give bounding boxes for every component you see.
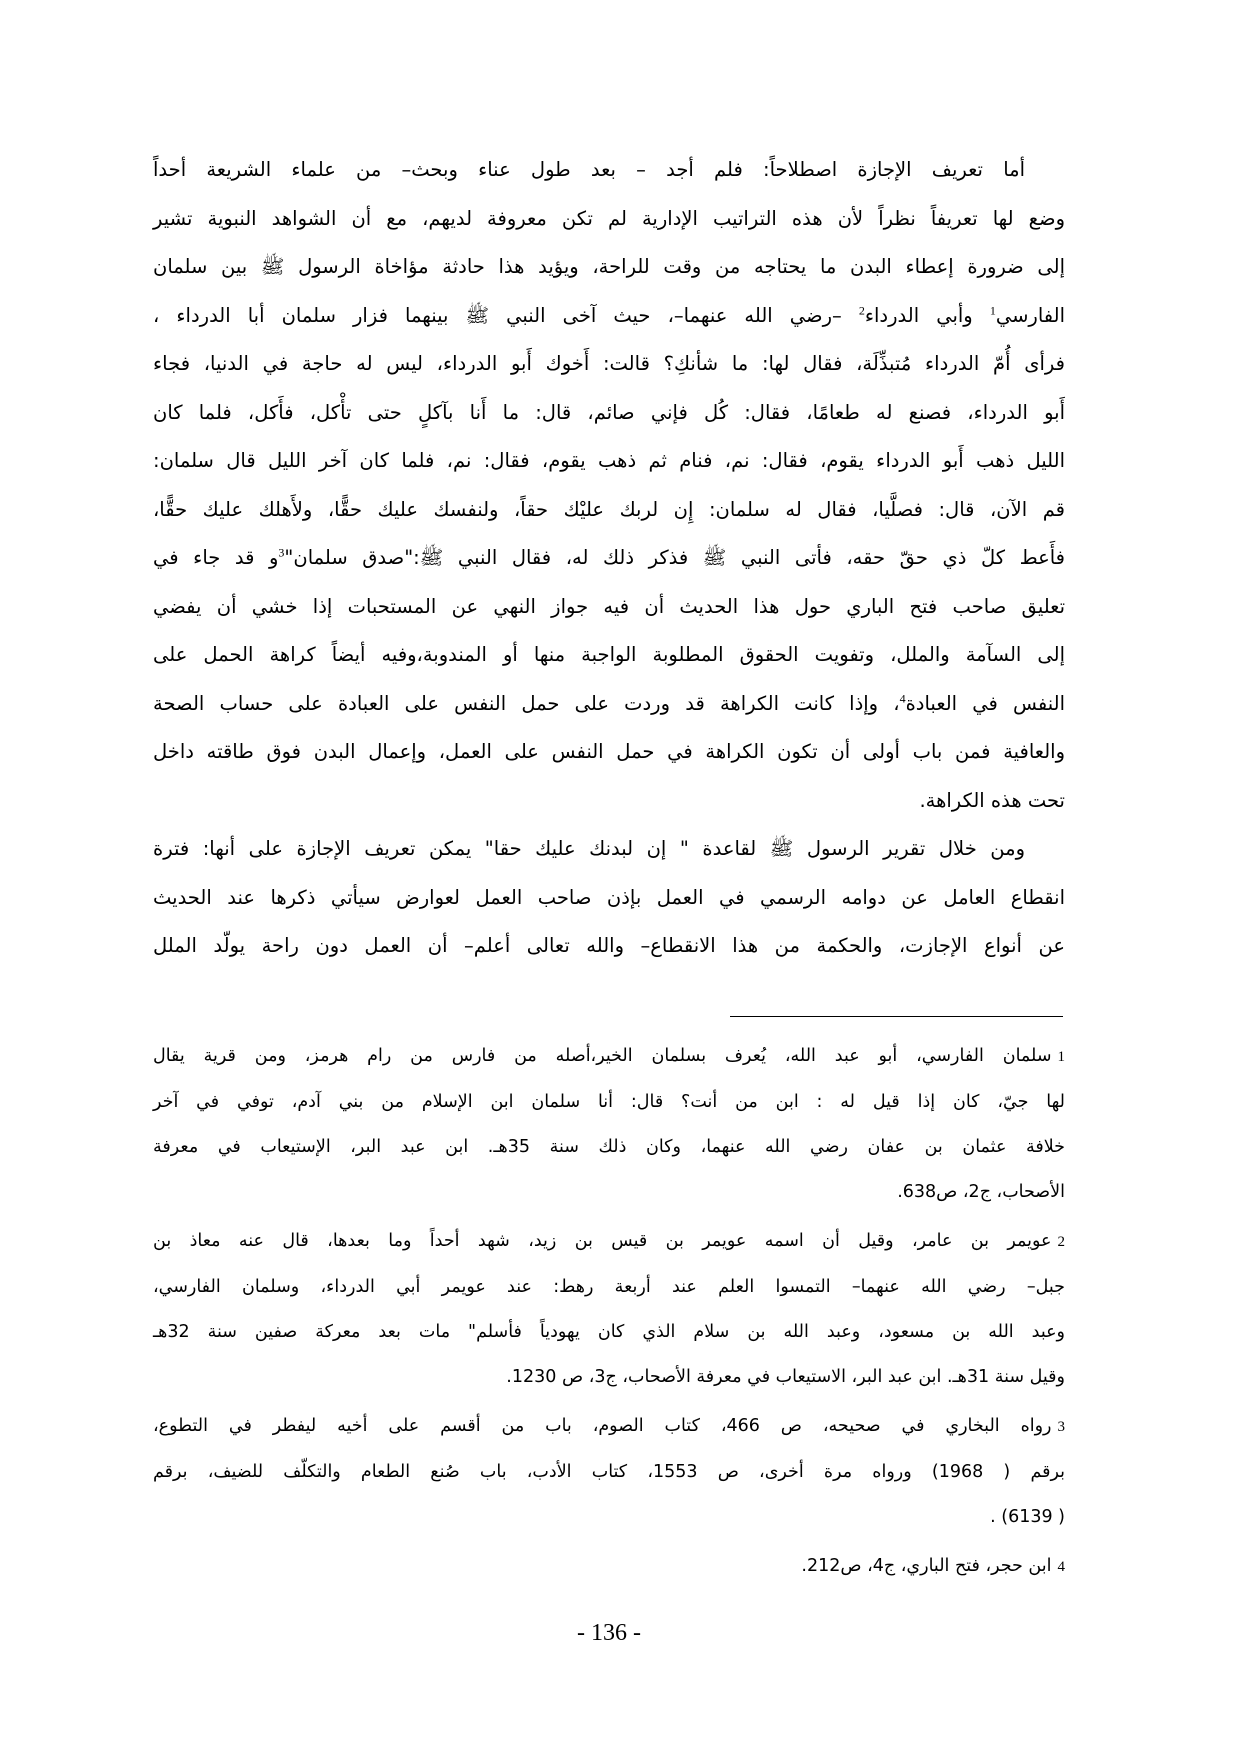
footnote-ref: 3 (278, 545, 285, 560)
text-run: وأبي الدرداء (864, 303, 990, 327)
text-run: النفس في العبادة (905, 691, 1066, 715)
text-run: عويمر بن عامر، وقيل أن اسمه عويمر بن قيس بن زيد، شهد أحداً وما بعدها، قال عنه معاذ بن (153, 1231, 1052, 1251)
text-line (153, 292, 1065, 341)
footnote (153, 1219, 1065, 1400)
footnote-number: 2 (1057, 1234, 1065, 1250)
footnotes (153, 1034, 1065, 1594)
footnote-number: 3 (1057, 1419, 1066, 1435)
footnote-separator (730, 1016, 1063, 1017)
text-run: رواه البخاري في صحيحه، ص 466، كتاب الصوم، باب من أقسم على أخيه ليفطر في التطوع، (153, 1416, 1052, 1436)
footnote-number: 1 (1057, 1049, 1065, 1065)
footnote-line: لها جيّ، كان إذا قيل له : ابن من أنت؟ قال: أنا سلمان ابن الإسلام من بني آدم، توفي في آخر (153, 1092, 1065, 1112)
text-run: و قد جاء في (153, 546, 279, 569)
text-line: الليل ذهب أَبو الدرداء يقوم، فقال: نم، فنام ثم ذهب يقوم، فقال: نم، فلما كان آخر الليل قال سلمان: (153, 449, 1065, 472)
text-run: فأَعط كلّ ذي حقّ حقه، فأتى النبي ﷺ فذكر ذلك له، فقال النبي ﷺ:"صدق سلمان" (284, 546, 1065, 569)
text-line (153, 534, 1065, 583)
text-line: إلى السآمة والملل، وتفويت الحقوق المطلوبة الواجبة منها أو المندوبة،وفيه أيضاً كراهة الحمل على (153, 643, 1065, 666)
body-text (153, 146, 1065, 971)
text-run: ابن حجر، فتح الباري، ج4، ص212. (801, 1556, 1052, 1576)
text-line: وضع لها تعريفاً نظراً لأن هذه التراتيب الإدارية لم تكن معروفة لديهم، مع أن الشواهد النبوية تشير (153, 206, 1065, 230)
text-line: قم الآن، قال: فصلَّيا، فقال له سلمان: إِن لربك عليْك حقاً، ولنفسك عليك حقًّا، ولأَهلك عليك حقًّا، (153, 497, 1065, 521)
text-line: عن أنواع الإجازت، والحكمة من هذا الانقطاع– والله تعالى أعلم– أن العمل دون راحة يولّد الملل (153, 934, 1065, 957)
text-run: الفارسي (995, 303, 1065, 327)
page-number: - 136 - (577, 1620, 641, 1646)
text-line: أَبو الدرداء، فصنع له طعامًا، فقال: كُل فإني صائم، قال: ما أَنا بآكلٍ حتى تأْكل، فأَكل، فلما كان (153, 400, 1065, 424)
text-line: انقطاع العامل عن دوامه الرسمي في العمل بإذن صاحب العمل لعوارض سيأتي ذكرها عند الحديث (153, 885, 1065, 909)
paragraph (153, 825, 1065, 971)
footnote-line (153, 1404, 1065, 1450)
footnote-number: 4 (1057, 1559, 1065, 1575)
footnote-line: برقم ( 1968) ورواه مرة أخرى، ص 1553، كتاب الأدب، باب صُنع الطعام والتكلّف للضيف، برقم (153, 1462, 1065, 1482)
footnote-line: ( 6139) . (990, 1507, 1065, 1527)
text-line: أما تعريف الإجازة اصطلاحاً: فلم أجد – بعد طول عناء وبحث– من علماء الشريعة أحداً (153, 158, 1025, 181)
footnote-line (153, 1219, 1065, 1265)
paragraph (153, 146, 1065, 825)
footnote-ref: 1 (989, 303, 996, 317)
text-line: إلى ضرورة إعطاء البدن ما يحتاجه من وقت للراحة، ويؤيد هذا حادثة مؤاخاة الرسول ﷺ بين سلمان (153, 255, 1065, 278)
text-run: –رضي الله عنهما–، حيث آخى النبي ﷺ بينهما فزار سلمان أبا الدرداء ، (153, 303, 859, 327)
footnote (153, 1404, 1065, 1540)
footnote-line: خلافة عثمان بن عفان رضي الله عنهما، وكان ذلك سنة 35هـ. ابن عبد البر، الإستيعاب في معرفة (153, 1137, 1065, 1157)
text-line: تعليق صاحب فتح الباري حول هذا الحديث أن فيه جواز النهي عن المستحبات إذا خشي أن يفضي (153, 594, 1065, 618)
footnote-line: وعبد الله بن مسعود، وعبد الله بن سلام الذي كان يهودياً فأسلم" مات بعد معركة صفين سنة 32هـ (153, 1322, 1065, 1342)
text-line: تحت هذه الكراهة. (919, 788, 1065, 812)
text-run: سلمان الفارسي، أبو عبد الله، يُعرف بسلمان الخير،أصله من فارس من رام هرمز، ومن قرية يقال (153, 1046, 1052, 1066)
footnote-line (153, 1034, 1065, 1080)
text-run: ، وإذا كانت الكراهة قد وردت على حمل النفس على العبادة على حساب الصحة (153, 691, 900, 715)
footnote-line: جبل– رضي الله عنهما– التمسوا العلم عند أربعة رهط: عند عويمر أبي الدرداء، وسلمان الفارسي، (153, 1277, 1065, 1297)
text-line (153, 680, 1065, 729)
text-line: ومن خلال تقرير الرسول ﷺ لقاعدة " إن لبدنك عليك حقا" يمكن تعريف الإجازة على أنها: فترة (153, 837, 1025, 860)
text-line: فرأى أُمّ الدرداء مُتبذِّلَة، فقال لها: ما شأنكِ؟ قالت: أَخوك أَبو الدرداء، ليس له حاجة في الدنيا، فجاء (153, 352, 1065, 375)
footnote (153, 1034, 1065, 1215)
footnote-line: الأصحاب، ج2، ص638. (897, 1182, 1065, 1202)
text-line: والعافية فمن باب أولى أن تكون الكراهة في حمل النفس على العمل، وإعمال البدن فوق طاقته داخل (153, 740, 1065, 763)
footnote-line (153, 1544, 1065, 1590)
footnote-ref: 4 (899, 691, 906, 705)
footnote (153, 1544, 1065, 1590)
footnote-ref: 2 (858, 303, 865, 317)
footnote-line: وقيل سنة 31هـ. ابن عبد البر، الاستيعاب في معرفة الأصحاب، ج3، ص 1230. (506, 1367, 1065, 1387)
